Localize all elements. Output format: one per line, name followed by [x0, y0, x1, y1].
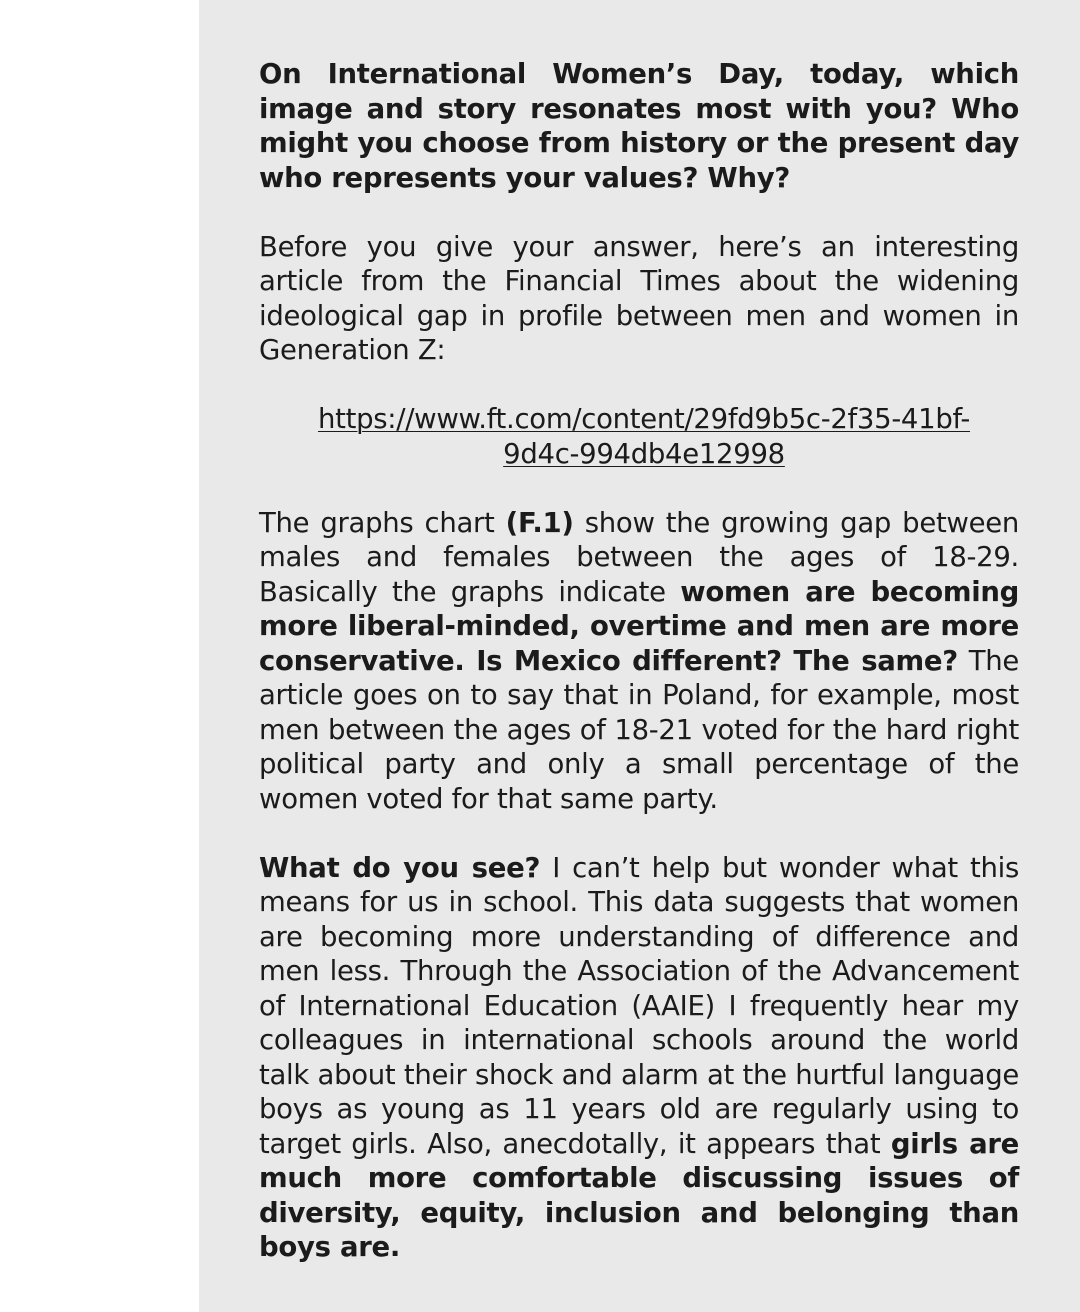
- document-page: [199, 0, 1080, 1312]
- graphs-text-2: show the growing gap between males and females between the ages of 18-29. Basically the graphs indicate: [259, 506, 1019, 608]
- see-question: What do you see?: [259, 851, 541, 884]
- intro-question: On International Women’s Day, today, which image and story resonates most with you? Who might you choose from history or the present day who represents your values? Why?: [259, 58, 1019, 194]
- graphs-text-3: The article goes on to say that in Poland, for example, most men between the ages of 18-21 voted for the hard right political party and only a small percentage of the women voted for that same party.: [259, 644, 1019, 815]
- article-body: [259, 57, 1019, 1299]
- figure-reference: (F.1): [505, 506, 574, 539]
- graphs-paragraph: [259, 506, 1019, 817]
- ft-article-link[interactable]: https://www.ft.com/content/29fd9b5c-2f35-41bf-9d4c-994db4e12998: [317, 403, 970, 470]
- see-emphasis: girls are much more comfortable discussing issues of diversity, equity, inclusion and belonging than boys are.: [259, 1127, 1019, 1263]
- see-paragraph: [259, 851, 1019, 1265]
- graphs-emphasis: women are becoming more liberal-minded, overtime and men are more conservative. Is Mexico different? The same?: [259, 575, 1020, 677]
- graphs-text-1: The graphs chart: [259, 506, 506, 539]
- link-paragraph: [304, 402, 984, 471]
- article-intro-paragraph: Before you give your answer, here’s an interesting article from the Financial Times about the widening ideological gap in profile between men and women in Generation Z:: [259, 230, 1019, 366]
- see-text: I can’t help but wonder what this means for us in school. This data suggests that women are becoming more understanding of difference and men less. Through the Association of the Advancement of International Education (AAIE) I frequently hear my colleagues in international schools around the world talk about their shock and alarm at the hurtful language boys as young as 11 years old are regularly using to target girls. Also, anecdotally, it appears that: [259, 851, 1019, 1160]
